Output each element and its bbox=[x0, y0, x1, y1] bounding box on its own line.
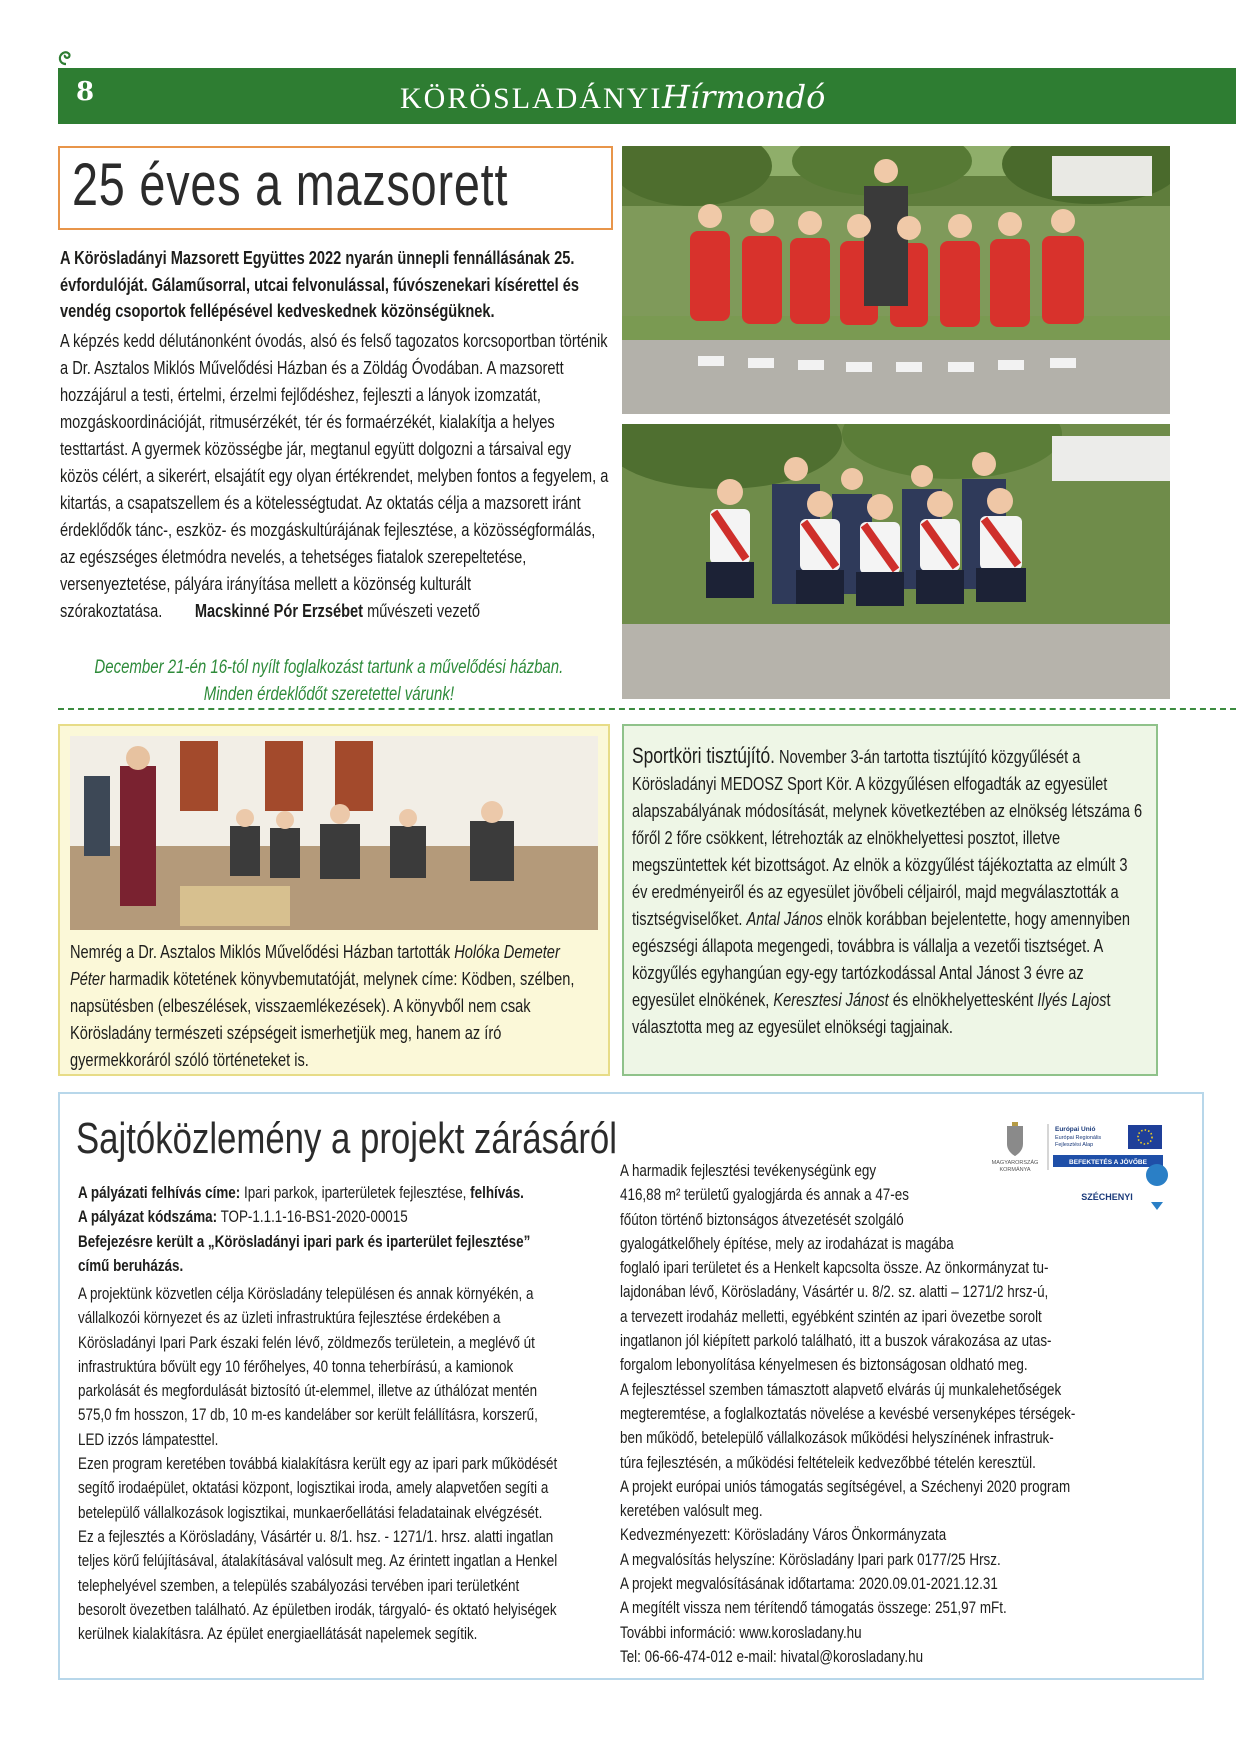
code-value: TOP-1.1.1-16-BS1-2020-00015 bbox=[217, 1207, 408, 1227]
book-launch-text bbox=[70, 938, 596, 1073]
masthead-script: Hírmondó bbox=[662, 78, 826, 116]
book-launch-intro: Nemrég a Dr. Asztalos Miklós Művelődési Házban tartották bbox=[70, 941, 455, 962]
article-title: 25 éves a mazsorett bbox=[72, 151, 509, 218]
section-divider bbox=[58, 708, 1236, 710]
book-author-name: Holóka Demeter Péter bbox=[70, 941, 560, 989]
funding-logos bbox=[985, 1120, 1175, 1230]
szechenyi-2020-icon bbox=[1146, 1164, 1168, 1210]
body-line: ben működő, betelepülő vállalkozások működési helyszínének infrastruk- bbox=[620, 1428, 1054, 1448]
gov-line2: KORMÁNYA bbox=[999, 1167, 1031, 1173]
sport-club-headline: Sportköri tisztújító. bbox=[632, 743, 775, 768]
website-line: További információ: www.korosladany.hu bbox=[620, 1622, 862, 1642]
contact-line: Tel: 06-66-474-012 e-mail: hivatal@korosladany.hu bbox=[620, 1646, 924, 1666]
completed-project: Befejezésre került a „Körösladányi ipari park és iparterület fejlesztése” című beruházás. bbox=[78, 1231, 531, 1275]
article-lead: A Körösladányi Mazsorett Együttes 2022 nyarán ünnepli fennállásának 25. évfordulóját. Gálaműsorral, utcai felvonulással, fúvószenekari kísérettel és vendég csoportok fellépésével kedveskednek közönségüknek. bbox=[60, 247, 580, 321]
gov-line1: MAGYARORSZÁG bbox=[991, 1160, 1039, 1166]
press-release-details bbox=[78, 1181, 554, 1278]
majorette-instructors-photo bbox=[622, 424, 1170, 699]
body-line: A harmadik fejlesztési tevékenységünk egy bbox=[620, 1161, 877, 1180]
sport-club-text-d: t választotta meg az egyesület elnökségi tagjainak. bbox=[632, 989, 1111, 1037]
call-label: A pályázati felhívás címe: bbox=[78, 1183, 241, 1202]
call-value: Ipari parkok, iparterületek fejlesztése, bbox=[240, 1183, 471, 1202]
szechenyi-year: 2020 bbox=[1149, 1195, 1165, 1202]
body-line: a tervezett irodaház melletti, egyébként szintén az ipari övezetbe sorolt bbox=[620, 1306, 1042, 1326]
body-line: gyalogátkelőhely építése, mely az irodaházat is magába bbox=[620, 1233, 954, 1253]
call-suffix: felhívás. bbox=[470, 1183, 524, 1202]
eu-line2: Európai Regionális bbox=[1055, 1135, 1102, 1141]
body-line: A projekt európai uniós támogatás segítségével, a Széchenyi 2020 program bbox=[620, 1476, 1071, 1496]
book-launch-photo bbox=[70, 736, 598, 930]
masthead-title: KÖRÖSLADÁNYI bbox=[400, 82, 663, 115]
hungarian-coat-of-arms-icon bbox=[1007, 1122, 1023, 1156]
szechenyi-label: SZÉCHENYI bbox=[1081, 1192, 1133, 1202]
body-line: túra fejlesztésén, a működési feltételeik kedvezőbbé tételén keresztül. bbox=[620, 1452, 1036, 1472]
body-line: keretében valósult meg. bbox=[620, 1501, 763, 1521]
body-line: főúton történő biztonságos átvezetését szolgáló bbox=[620, 1209, 904, 1229]
body-line: 416,88 m² területű gyalogjárda és annak a 47-es bbox=[620, 1185, 909, 1205]
sport-club-name-a: Antal János bbox=[746, 908, 823, 929]
article-author: Macskinné Pór Erzsébet bbox=[194, 600, 364, 621]
body-line: lajdonában lévő, Körösladány, Vásártér u. 8/2. sz. alatti – 1271/2 hrsz-ú, bbox=[620, 1282, 1049, 1302]
sport-club-name-b: Keresztesi Jánost bbox=[773, 989, 889, 1010]
article-author-role: művészeti vezető bbox=[363, 600, 480, 621]
page-number: 8 bbox=[76, 77, 95, 107]
press-release-title: Sajtóközlemény a projekt zárásáról bbox=[76, 1114, 617, 1163]
body-line: A fejlesztéssel szemben támasztott alapvető elvárás új munkalehetőségek bbox=[620, 1379, 1062, 1399]
press-release-body-left: A projektünk közvetlen célja Körösladány településen és annak környékén, a vállalkozói környezet és az üzleti infrastruktúra fejlesztése érdekében a Körösladányi Ipari Park északi felén lévő, zöldmezős területein, a meglévő út infrastruktúra bővült egy 10 férőhelyes, 40 tonna teherbírású, a kamionok parkolását és megfordulását biztosító út-elemmel, illetve az úthálózat mentén 575,0 fm hosszon, 17 db, 10 m-es kandeláber sor került felállításra, korszerű, LED izzós lámpatesttel. Ezen program keretében továbbá kialakításra került egy az ipari park működését segítő irodaépület, oktatási központ, logisztikai iroda, amely alapvetően segíti a betelepülő vállalkozások logisztikai, munkaerőellátási feladatainak elvégzését. Ez a fejlesztés a Körösladány, Vásártér u. 8/1. hsz. - 1271/1. hrsz. alatti ingatlan teljes körű felújításával, átalakításával valósult meg. Az érintett ingatlan a Henkel telephelyével szemben, a település szabályozási tervében ipari területként besorolt övezetben található. Az épületben irodák, tárgyaló- és oktató helyiségek kerülnek kialakításra. Az épület energiaellátását napelemek segítik. bbox=[78, 1284, 558, 1644]
majorette-group-photo bbox=[622, 146, 1170, 414]
duration-line: A projekt megvalósításának időtartama: 2020.09.01-2021.12.31 bbox=[620, 1574, 998, 1594]
body-line: megteremtése, a foglalkoztatás növelése a kevésbé versenyképes térségek- bbox=[620, 1403, 1076, 1423]
article-body-text: A képzés kedd délutánonként óvodás, alsó és felső tagozatos korcsoportban történik a Dr. Asztalos Miklós Művelődési Házban és a Zöldág Óvodában. A mazsorett hozzájárul a testi, értelmi, érzelmi fejlődéshez, fejleszti a lányok izomzatát, mozgáskoordinációját, ritmusérzékét, tér és formaérzékét, kialakítja a helyes testtartást. A gyermek közösségbe jár, megtanul együtt dolgozni a társaival egy közös célért, a sikerért, elsajátít egy olyan értékrendet, melyben fontos a fegyelem, a kitartás, a csapatszellem és a kötelességtudat. Az oktatás célja a mazsorett iránt érdeklődők tánc-, eszköz- és mozgáskultúrájának fejlesztése, a közösségformálás, az egészséges életmódra nevelés, a tehetséges fiatalok szerepeltetése, versenyeztetése, pályára irányítása mellett a közönség kulturált szórakoztatása. bbox=[60, 330, 609, 621]
sport-club-text bbox=[632, 742, 1146, 1040]
sport-club-text-b: elnök korábban bejelentette, hogy amennyiben egészségi állapota megengedi, továbbra is vállalja a vezetői tisztséget. A közgyűlés egyhangúan egy-egy tartózkodással Antal Jánost 3 évre az egyesület elnökének, bbox=[632, 908, 1131, 1010]
eu-flag-icon bbox=[1128, 1125, 1162, 1149]
beneficiary-line: Kedvezményezett: Körösladány Város Önkormányzata bbox=[620, 1525, 947, 1545]
press-release-body-right bbox=[620, 1159, 1175, 1669]
body-line: foglaló ipari területet és a Henkelt kapcsolta össze. Az önkormányzat tu- bbox=[620, 1258, 1049, 1278]
sport-club-text-c: és elnökhelyettesként bbox=[888, 989, 1038, 1010]
body-line: ingatlanon jól kiépített parkoló található, itt a buszok várakozása az utas- bbox=[620, 1331, 1052, 1351]
eu-line1: Európai Unió bbox=[1055, 1126, 1096, 1133]
masthead-swirl-icon bbox=[56, 44, 76, 66]
article-body bbox=[60, 327, 610, 624]
eu-banner: BEFEKTETÉS A JÖVŐBE bbox=[1069, 1159, 1147, 1166]
grant-amount-line: A megítélt vissza nem térítendő támogatás összege: 251,97 mFt. bbox=[620, 1598, 1007, 1618]
article-invitation: December 21-én 16-tól nyílt foglalkozást tartunk a művelődési házban. Minden érdeklődőt szeretettel várunk! bbox=[94, 657, 564, 705]
code-label: A pályázat kódszáma: bbox=[78, 1207, 218, 1227]
body-line: forgalom lebonyolítása kényelmesen és biztonságosan oldható meg. bbox=[620, 1355, 1028, 1375]
book-launch-rest: harmadik kötetének könyvbemutatóját, melynek címe: Ködben, szélben, napsütésben (elbeszélések, visszaemlékezések). A könyvből nem csak Körösladány természeti szépségeit ismerhetjük meg, hanem az író gyermekkoráról szóló történeteket is. bbox=[70, 968, 575, 1070]
sport-club-name-c: Ilyés Lajos bbox=[1037, 989, 1107, 1010]
sport-club-text-a: November 3-án tartotta tisztújító közgyűlését a Körösladányi MEDOSZ Sport Kör. A közgyűlésen elfogadták az egyesület alapszabályának módosítását, melynek következtében az elnökség létszáma 6 főről 2 főre csökkent, létrehozták az elnökhelyettesi posztot, illetve megszüntettek két bizottságot. Az elnök a közgyűlést tájékoztatta az elmúlt 3 év eredményeiről és az egyesület jövőbeli céljairól, majd megválasztották a tisztségviselőket. bbox=[632, 746, 1143, 929]
eu-line3: Fejlesztési Alap bbox=[1055, 1142, 1094, 1148]
location-line: A megvalósítás helyszíne: Körösladány Ipari park 0177/25 Hrsz. bbox=[620, 1549, 1001, 1569]
